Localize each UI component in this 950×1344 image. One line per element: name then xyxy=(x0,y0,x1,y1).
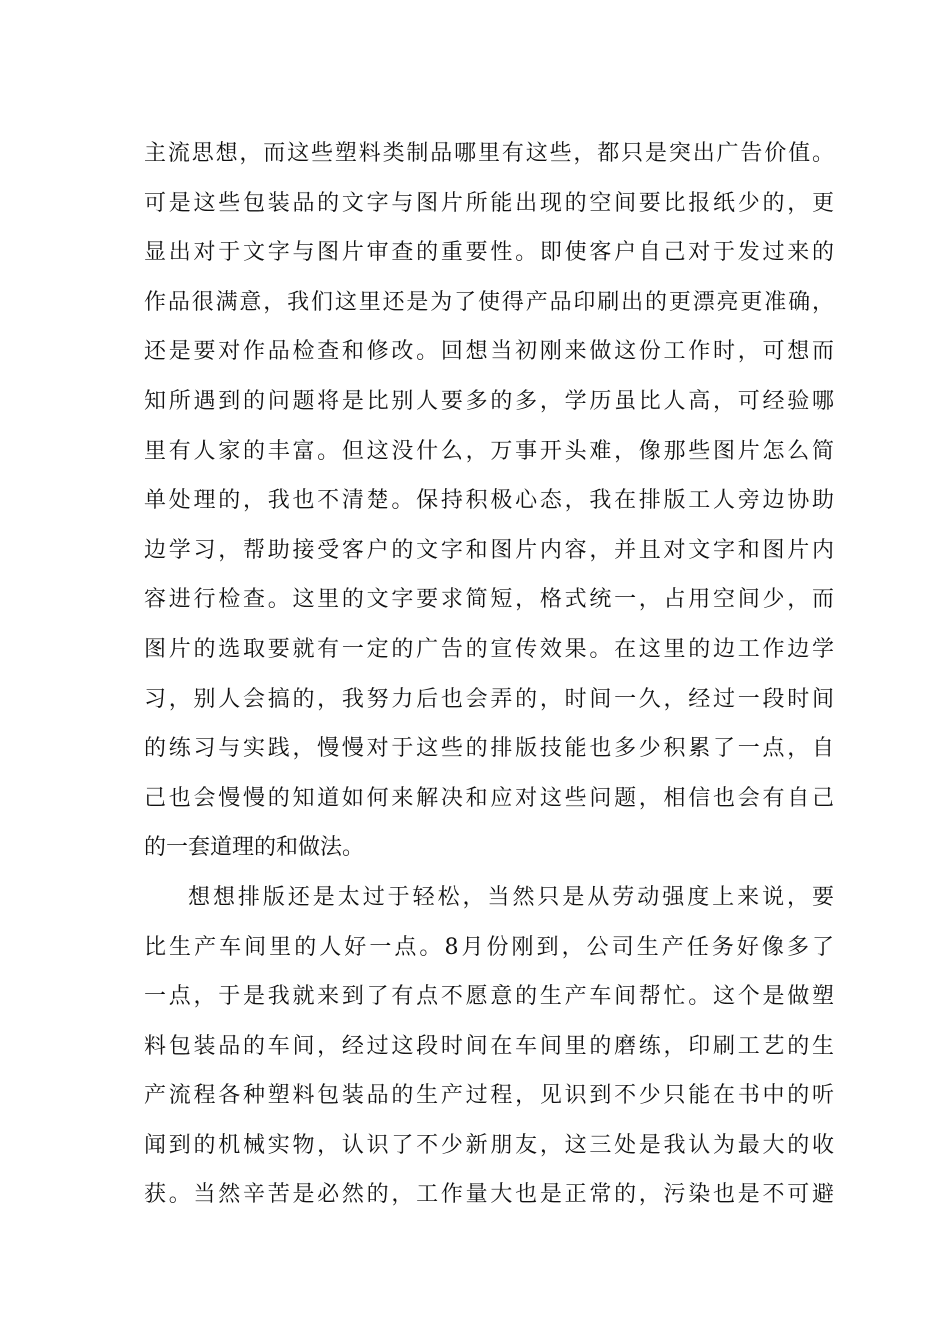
text-line: 可是这些包装品的文字与图片所能出现的空间要比报纸少的，更 xyxy=(144,190,834,216)
text-line: 料包装品的车间，经过这段时间在车间里的磨练，印刷工艺的生 xyxy=(144,1033,834,1059)
text-line: 还是要对作品检查和修改。回想当初刚来做这份工作时，可想而 xyxy=(144,339,834,365)
text-line: 图片的选取要就有一定的广告的宣传效果。在这里的边工作边学 xyxy=(144,636,834,662)
text-line: 习，别人会搞的，我努力后也会弄的，时间一久，经过一段时间 xyxy=(144,686,834,712)
text-line: 知所遇到的问题将是比别人要多的多，学历虽比人高，可经验哪 xyxy=(144,388,834,414)
text-line: 里有人家的丰富。但这没什么，万事开头难，像那些图片怎么简 xyxy=(144,438,834,464)
text-line: 获。当然辛苦是必然的，工作量大也是正常的，污染也是不可避 xyxy=(144,1182,834,1208)
text-line: 产流程各种塑料包装品的生产过程，见识到不少只能在书中的听 xyxy=(144,1083,834,1109)
text-line: 的练习与实践，慢慢对于这些的排版技能也多少积累了一点，自 xyxy=(144,736,834,762)
text-line: 想想排版还是太过于轻松，当然只是从劳动强度上来说，要 xyxy=(188,884,834,910)
text-line: 比生产车间里的人好一点。8月份刚到，公司生产任务好像多了 xyxy=(144,934,834,960)
text-line: 作品很满意，我们这里还是为了使得产品印刷出的更漂亮更准确， xyxy=(144,289,834,315)
text-line: 边学习，帮助接受客户的文字和图片内容，并且对文字和图片内 xyxy=(144,537,834,563)
text-line: 显出对于文字与图片审查的重要性。即使客户自己对于发过来的 xyxy=(144,240,834,266)
text-line: 容进行检查。这里的文字要求简短，格式统一，占用空间少，而 xyxy=(144,587,834,613)
text-line: 主流思想，而这些塑料类制品哪里有这些，都只是突出广告价值。 xyxy=(144,141,834,166)
text-line: 闻到的机械实物，认识了不少新朋友，这三处是我认为最大的收 xyxy=(144,1132,834,1158)
text-line: 单处理的，我也不清楚。保持积极心态，我在排版工人旁边协助 xyxy=(144,488,834,514)
text-line: 己也会慢慢的知道如何来解决和应对这些问题，相信也会有自己 xyxy=(144,785,834,811)
text-line: 的一套道理的和做法。 xyxy=(144,835,365,861)
text-line: 一点，于是我就来到了有点不愿意的生产车间帮忙。这个是做塑 xyxy=(144,984,834,1010)
body-text xyxy=(144,129,834,1220)
